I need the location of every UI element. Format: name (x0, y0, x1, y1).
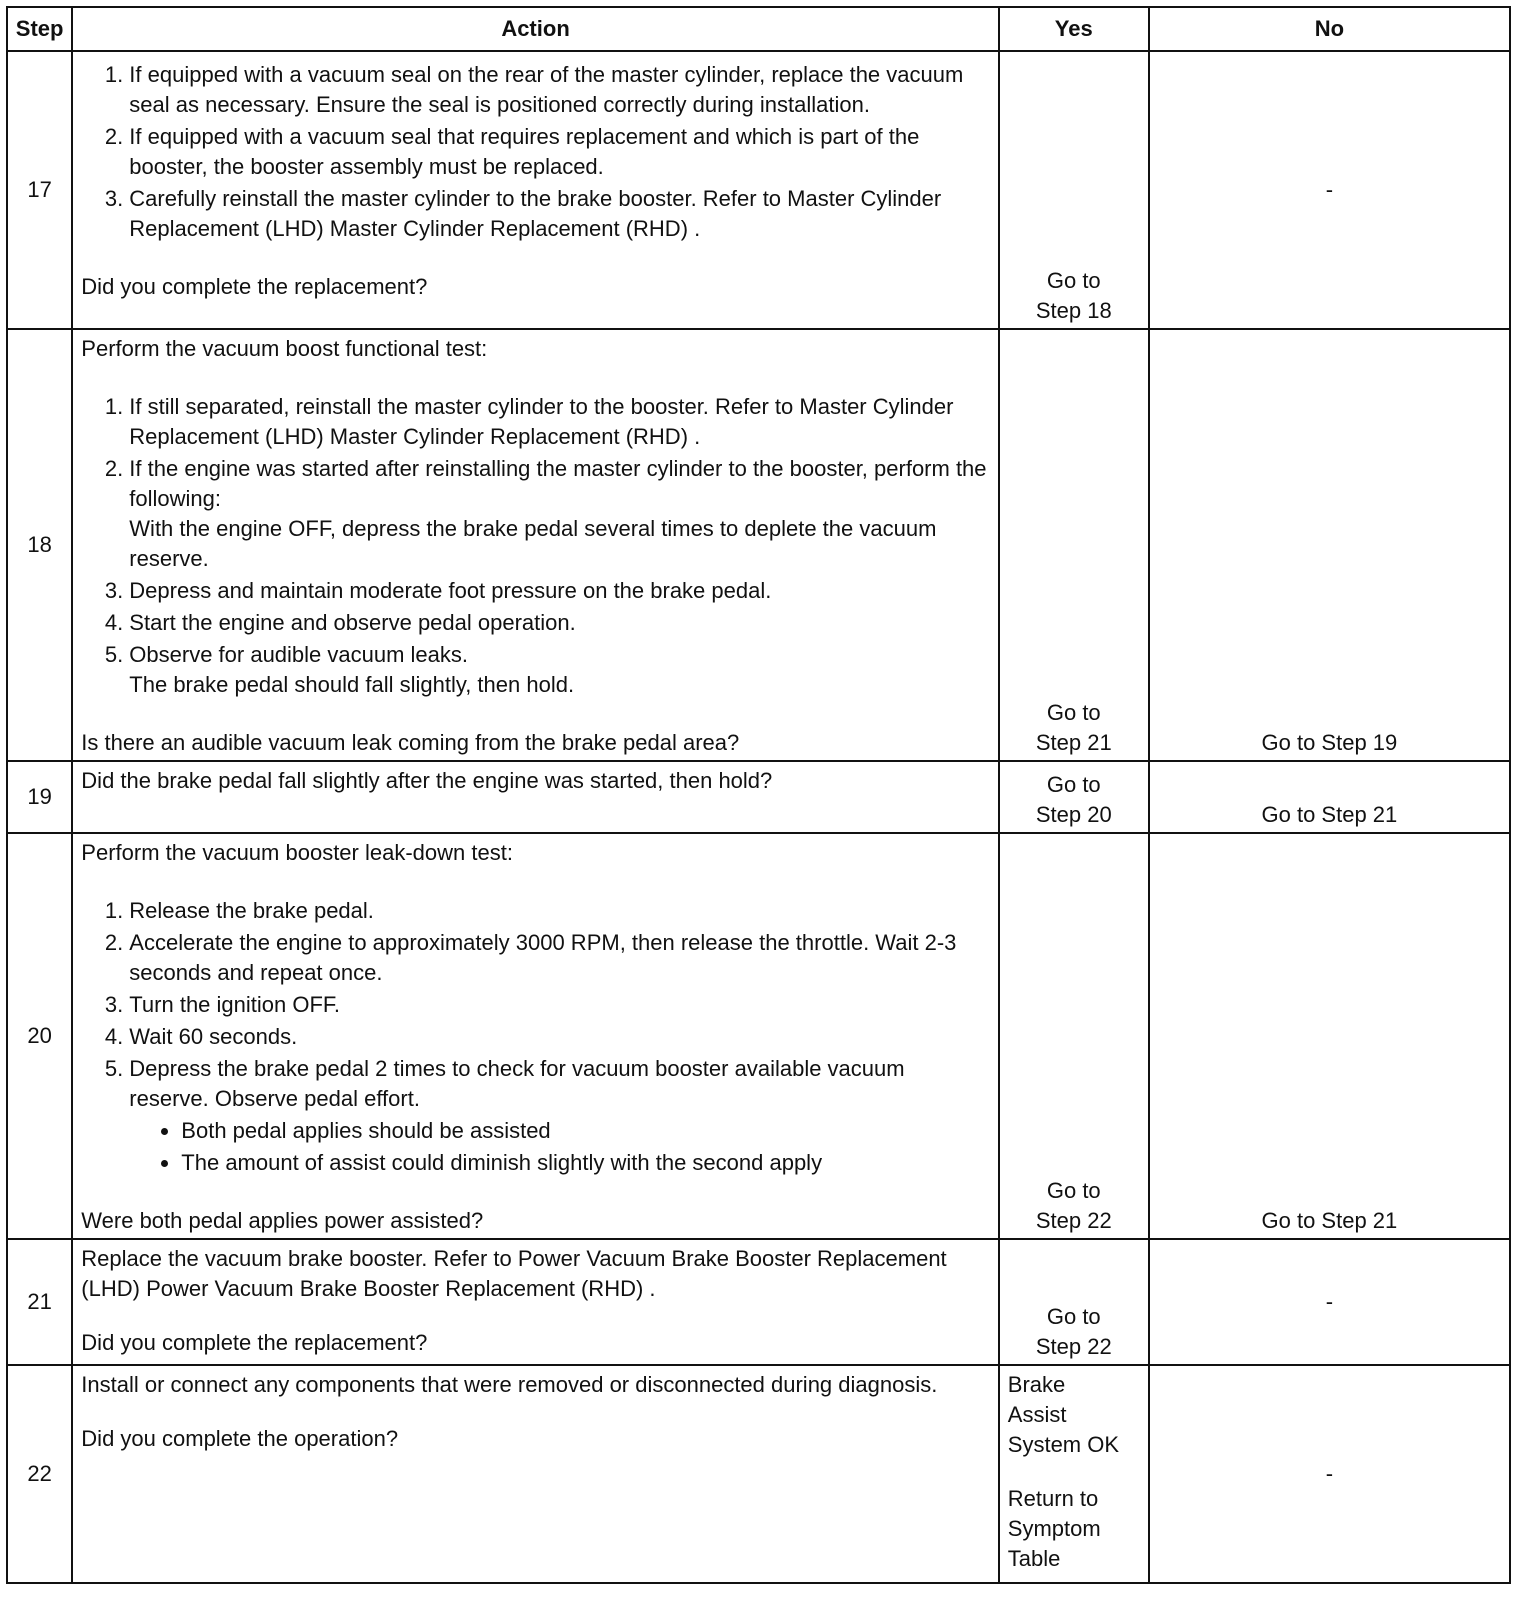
list-item: 3. Carefully reinstall the master cylinder to the brake booster. Refer to Master Cylinder Replacement (LHD) Master Cylinder Replacement (RHD) . (129, 184, 989, 244)
return-link-line[interactable]: Symptom (1007, 1516, 1101, 1541)
list-item (129, 454, 989, 574)
yes-link-line2[interactable]: Step 22 (1035, 1208, 1112, 1233)
table-row-step-18 (7, 329, 1510, 761)
action-text: Replace the vacuum brake booster. Refer to Power Vacuum Brake Booster Replacement (LHD) Power Vacuum Brake Booster Replacement (RHD) . (81, 1246, 947, 1301)
header-step: Step (7, 7, 72, 51)
header-no: No (1149, 7, 1510, 51)
step-number: 20 (7, 833, 72, 1239)
no-cell[interactable]: Go to Step 21 (1149, 833, 1510, 1239)
list-item-text: If the engine was started after reinstalling the master cylinder to the booster, perform the following: (129, 456, 987, 511)
action-text: Install or connect any components that were removed or disconnected during diagnosis. (81, 1372, 938, 1397)
header-row (7, 7, 1510, 51)
diagnostic-table (6, 6, 1511, 1584)
list-item: 3. Depress and maintain moderate foot pressure on the brake pedal. (129, 576, 989, 606)
list-item: 1. If equipped with a vacuum seal on the rear of the master cylinder, replace the vacuum seal as necessary. Ensure the seal is positioned correctly during installation. (129, 60, 989, 120)
list-item: 4. Wait 60 seconds. (129, 1022, 989, 1052)
no-cell[interactable]: Go to Step 19 (1149, 329, 1510, 761)
list-item-subtext: With the engine OFF, depress the brake pedal several times to deplete the vacuum reserve. (129, 516, 937, 571)
yes-link-line2[interactable]: Step 22 (1035, 1334, 1112, 1359)
list-item-text: Depress the brake pedal 2 times to check for vacuum booster available vacuum reserve. Observe pedal effort. (129, 1056, 905, 1111)
step-number: 17 (7, 51, 72, 329)
list-item-text: Observe for audible vacuum leaks. (129, 642, 469, 667)
table-row-step-19 (7, 761, 1510, 833)
no-cell: - (1149, 1239, 1510, 1365)
procedure-list (81, 60, 989, 244)
list-item: 2. Accelerate the engine to approximately 3000 RPM, then release the throttle. Wait 2-3 seconds and repeat once. (129, 928, 989, 988)
list-item: 1. If still separated, reinstall the master cylinder to the booster. Refer to Master Cylinder Replacement (LHD) Master Cylinder Replacement (RHD) . (129, 392, 989, 452)
action-cell (72, 329, 998, 761)
yes-link-line2[interactable]: Step 18 (1035, 298, 1112, 323)
yes-result-line: Assist (1007, 1402, 1067, 1427)
yes-result-line: Brake (1007, 1372, 1066, 1397)
action-cell (72, 1365, 998, 1583)
question-text: Did you complete the replacement? (81, 274, 428, 299)
yes-cell (999, 329, 1149, 761)
question-text: Did the brake pedal fall slightly after the engine was started, then hold? (81, 768, 773, 793)
bullet-item: • Both pedal applies should be assisted (181, 1116, 989, 1146)
yes-cell (999, 1239, 1149, 1365)
step-number: 18 (7, 329, 72, 761)
yes-link-line1[interactable]: Go to (1046, 1178, 1101, 1203)
header-action: Action (72, 7, 998, 51)
step-number: 21 (7, 1239, 72, 1365)
yes-link-line2[interactable]: Step 20 (1035, 802, 1112, 827)
action-cell (72, 1239, 998, 1365)
table-row-step-17 (7, 51, 1510, 329)
no-cell: - (1149, 51, 1510, 329)
header-yes: Yes (999, 7, 1149, 51)
bullet-item: • The amount of assist could diminish slightly with the second apply (181, 1148, 989, 1178)
procedure-list (81, 896, 989, 1178)
question-text: Were both pedal applies power assisted? (81, 1208, 484, 1233)
question-text: Is there an audible vacuum leak coming from the brake pedal area? (81, 730, 740, 755)
procedure-list (81, 392, 989, 700)
intro-text: Perform the vacuum booster leak-down test: (81, 840, 513, 865)
yes-cell (999, 761, 1149, 833)
bullet-list (129, 1116, 989, 1178)
table-row-step-20 (7, 833, 1510, 1239)
yes-link-line1[interactable]: Go to (1046, 772, 1101, 797)
yes-link-line2[interactable]: Step 21 (1035, 730, 1112, 755)
return-link-line[interactable]: Table (1007, 1546, 1061, 1571)
action-cell (72, 51, 998, 329)
list-item: 1. Release the brake pedal. (129, 896, 989, 926)
action-cell (72, 833, 998, 1239)
no-cell: - (1149, 1365, 1510, 1583)
step-number: 22 (7, 1365, 72, 1583)
table-row-step-21 (7, 1239, 1510, 1365)
return-link-line[interactable]: Return to (1007, 1486, 1099, 1511)
question-text: Did you complete the replacement? (81, 1330, 428, 1355)
action-cell (72, 761, 998, 833)
list-item: 4. Start the engine and observe pedal operation. (129, 608, 989, 638)
intro-text: Perform the vacuum boost functional test: (81, 336, 488, 361)
yes-cell (999, 51, 1149, 329)
table-row-step-22 (7, 1365, 1510, 1583)
list-item: 3. Turn the ignition OFF. (129, 990, 989, 1020)
list-item (129, 640, 989, 700)
question-text: Did you complete the operation? (81, 1426, 399, 1451)
yes-link-line1[interactable]: Go to (1046, 268, 1101, 293)
yes-cell (999, 833, 1149, 1239)
list-item (129, 1054, 989, 1178)
yes-result-line: System OK (1007, 1432, 1120, 1457)
yes-link-line1[interactable]: Go to (1046, 1304, 1101, 1329)
yes-link-line1[interactable]: Go to (1046, 700, 1101, 725)
step-number: 19 (7, 761, 72, 833)
list-item: 2. If equipped with a vacuum seal that requires replacement and which is part of the booster, the booster assembly must be replaced. (129, 122, 989, 182)
list-item-subtext: The brake pedal should fall slightly, then hold. (129, 672, 575, 697)
yes-cell (999, 1365, 1149, 1583)
no-cell[interactable]: Go to Step 21 (1149, 761, 1510, 833)
